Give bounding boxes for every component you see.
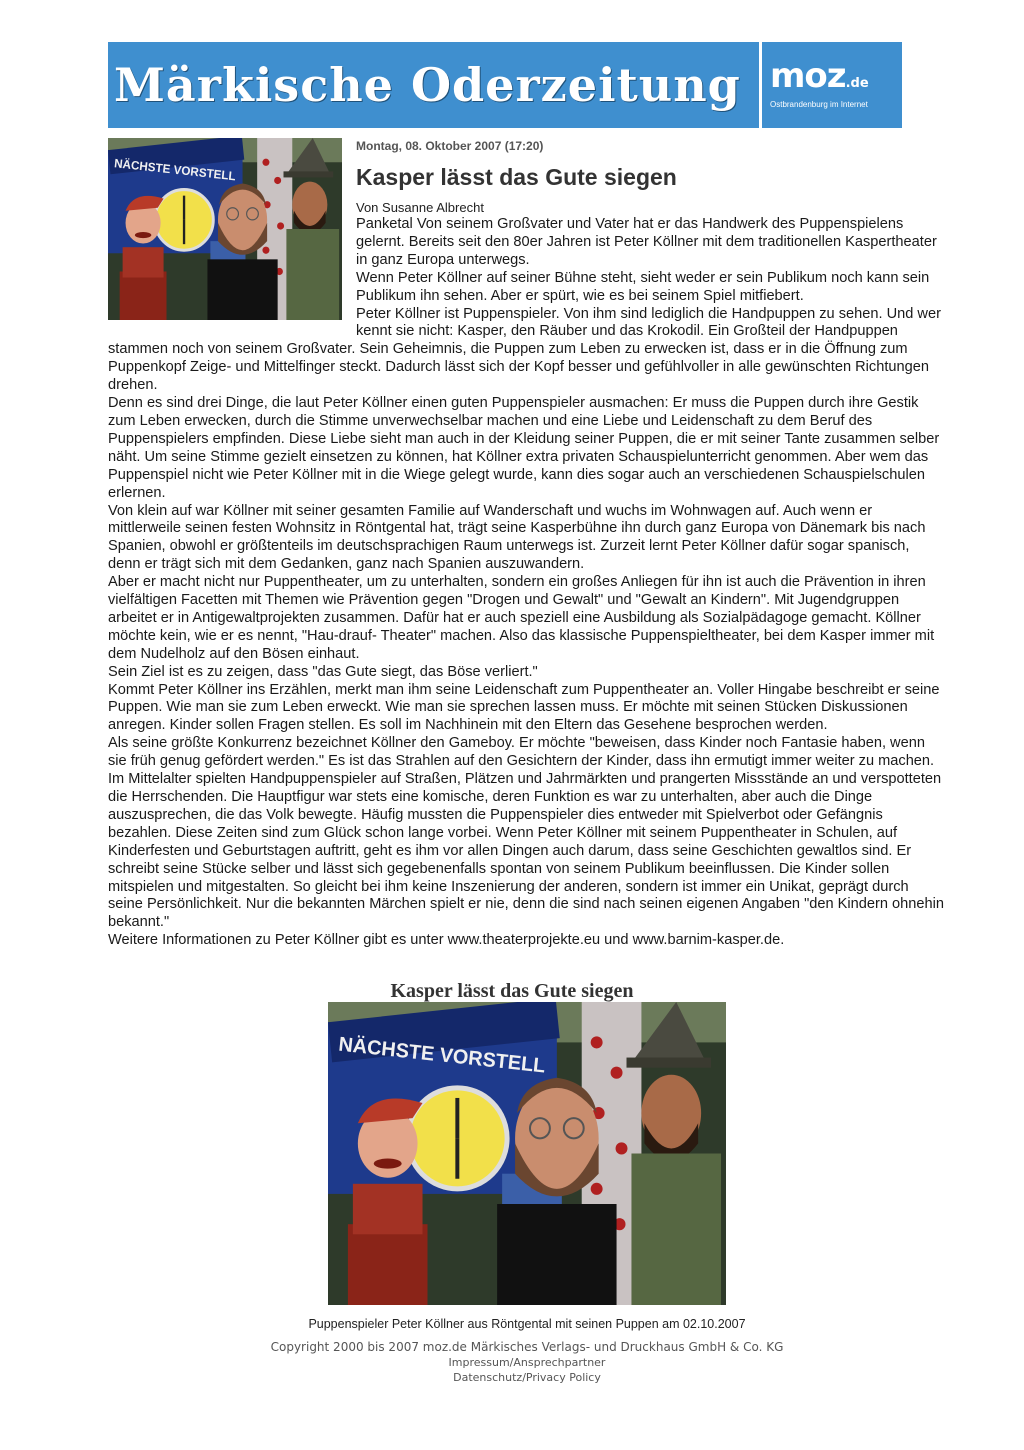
moz-logo-wordmark (770, 56, 869, 96)
newspaper-title: Märkische Oderzeitung (114, 58, 741, 112)
article-paragraph: Denn es sind drei Dinge, die laut Peter Köllner einen guten Puppenspieler ausmachen: Er muss die Puppen durch ihre Gestik zum Leben erwecken, durch die Stimme unverwechselbar machen und eine Liebe und Leidenschaft zu dem Beruf des Puppenspielers empfinden. Diese Liebe sieht man auch in der Kleidung seiner Puppen, die er mit seiner Tante zusammen selber näht. Um seine Stimme gezielt einsetzen zu können, hat Köllner extra privaten Schauspielunterricht genommen. Aber wem das Puppenspiel nicht wie Peter Köllner mit in die Wiege gelegt wurde, kann dies sogar auch an verschiedenen Schauspielschulen erlernen. (108, 395, 940, 501)
article-thumbnail-photo (108, 138, 342, 320)
figure-title: Kasper lässt das Gute siegen (390, 980, 634, 1002)
article-date: Montag, 08. Oktober 2007 (17:20) (356, 139, 544, 153)
moz-logo-main: moz (770, 56, 846, 96)
figure-caption: Puppenspieler Peter Köllner aus Röntgental mit seinen Puppen am 02.10.2007 (308, 1317, 746, 1331)
photo-sign-text: NÄCHSTE VORSTELL (337, 1033, 547, 1078)
article-paragraph: Wenn Peter Köllner auf seiner Bühne steht, sieht weder er sein Publikum noch kann sein Publikum ihn sehen. Aber er spürt, wie es bei seinem Spiel mitfiebert. (356, 269, 930, 304)
article-headline: Kasper lässt das Gute siegen (356, 164, 677, 190)
article-paragraph: Von klein auf war Köllner mit seiner gesamten Familie auf Wanderschaft und wuchs im Wohnwagen auf. Auch wenn er mittlerweile seinen festen Wohnsitz in Röntgental hat, trägt seine Kasperbühne ihn durch ganz Europa von Dänemark bis nach Spanien, obwohl er größtenteils im deutschsprachigen Raum unterwegs ist. Zurzeit lernt Peter Köllner dafür sogar spanisch, denn er trägt sich mit dem Gedanken, ganz nach Spanien auszuwandern. (108, 502, 926, 573)
article-author: Von Susanne Albrecht (356, 200, 484, 215)
article (108, 136, 944, 950)
masthead[interactable] (108, 42, 902, 128)
article-paragraph: Sein Ziel ist es zu zeigen, dass "das Gute siegt, das Böse verliert." (108, 663, 538, 680)
article-paragraph: Aber er macht nicht nur Puppentheater, um zu unterhalten, sondern ein großes Anliegen für ihn ist auch die Prävention in ihren vielfältigen Facetten mit Themen wie Prävention gegen "Drogen und Gewalt" und "Gewalt an Kindern". Mit Jugendgruppen arbeitet er in Antigewaltprojekten zusammen. Dafür hat er auch speziell eine Ausbildung als Sozialpädagoge gemacht. Köllner möchte kein, wie er es nennt, "Hau-drauf- Theater" machen. Also das klassische Puppenspieltheater, bei dem Kasper immer mit dem Nudelholz auf den Bösen einhaut. (108, 574, 935, 662)
moz-logo-suffix: .de (845, 76, 869, 91)
article-paragraph: Panketal Von seinem Großvater und Vater hat er das Handwerk des Puppenspielens gelernt. Bereits seit den 80er Jahren ist Peter Köllner mit dem traditionellen Kaspertheater in ganz Europa unterwegs. (356, 216, 937, 268)
article-paragraph: Im Mittelalter spielten Handpuppenspieler auf Straßen, Plätzen und Jahrmärkten und prangerten Missstände an und verspotteten die Herrschenden. Die Hauptfigur war stets eine komische, deren Funktion es war zu unterhalten, aber auch die Dinge auszusprechen, die das Volk bewegte. Häufig mussten die Puppenspieler dies entweder mit Spielverbot oder Gefängnis bezahlen. Diese Zeiten sind zum Glück schon lange vorbei. Wenn Peter Köllner mit seinem Puppentheater in Schulen, auf Kinderfesten und Geburtstagen auftritt, geht es ihm vor allen Dingen auch darum, dass seine Geschichten gewaltlos sind. Er schreibt seine Stücke selber und lässt sich gegebenenfalls spontan von seinem Publikum beeinflussen. Die Kinder sollen mitspielen und mitgestalten. So gleicht bei ihm keine Inszenierung der anderen, sondern ist immer ein Unikat, geprägt durch seine Persönlichkeit. Nur die bekannten Märchen spielt er nie, denn die sind nach seinen eigenen Angaben "den Kindern ohnehin bekannt." (108, 771, 944, 931)
article-paragraph: Als seine größte Konkurrenz bezeichnet Köllner den Gameboy. Er möchte "beweisen, dass Kinder noch Fantasie haben, wenn sie früh genug gefördert werden." Es ist das Strahlen auf den Gesichtern der Kinder, dass ihn ermutigt immer weiter zu machen. (108, 735, 935, 770)
figure-photo (328, 1002, 726, 1305)
article-paragraph-links: Weitere Informationen zu Peter Köllner gibt es unter www.theaterprojekte.eu und www.barnim-kasper.de. (108, 932, 785, 949)
moz-logo-tagline: Ostbrandenburg im Internet (770, 100, 868, 109)
photo-sign-text: NÄCHSTE VORSTELL (113, 155, 237, 184)
article-paragraph: Kommt Peter Köllner ins Erzählen, merkt man ihm seine Leidenschaft zum Puppentheater an. Voller Hingabe beschreibt er seine Puppen. Wie man sie zum Leben erweckt. Wie man sie sprechen lassen muss. Er möchte mit seinen Stücken Diskussionen anregen. Kinder sollen Fragen stellen. Es soll im Nachhinein mit den Eltern das Gesehene besprochen werden. (108, 681, 940, 734)
footer (0, 1339, 1024, 1385)
privacy-link[interactable]: Datenschutz/Privacy Policy (453, 1371, 601, 1384)
newspaper-banner[interactable] (108, 42, 759, 128)
moz-logo[interactable] (762, 42, 902, 128)
impressum-link[interactable]: Impressum/Ansprechpartner (448, 1356, 606, 1369)
article-paragraph: Peter Köllner ist Puppenspieler. Von ihm sind lediglich die Handpuppen zu sehen. Und wer kennt sie nicht: Kasper, den Räuber und das Krokodil. Ein Großteil der Handpuppen stammen noch von seinem Großvater. Sein Geheimnis, die Puppen zum Leben zu erwecken ist, dass er in die Öffnung zum Puppenkopf Zeige- und Mittelfinger steckt. Dadurch lässt sich der Kopf besser und gefühlvoller in alle gewünschten Richtungen drehen. (108, 305, 941, 394)
copyright-text: Copyright 2000 bis 2007 moz.de Märkisches Verlags- und Druckhaus GmbH & Co. KG (270, 1340, 784, 1354)
